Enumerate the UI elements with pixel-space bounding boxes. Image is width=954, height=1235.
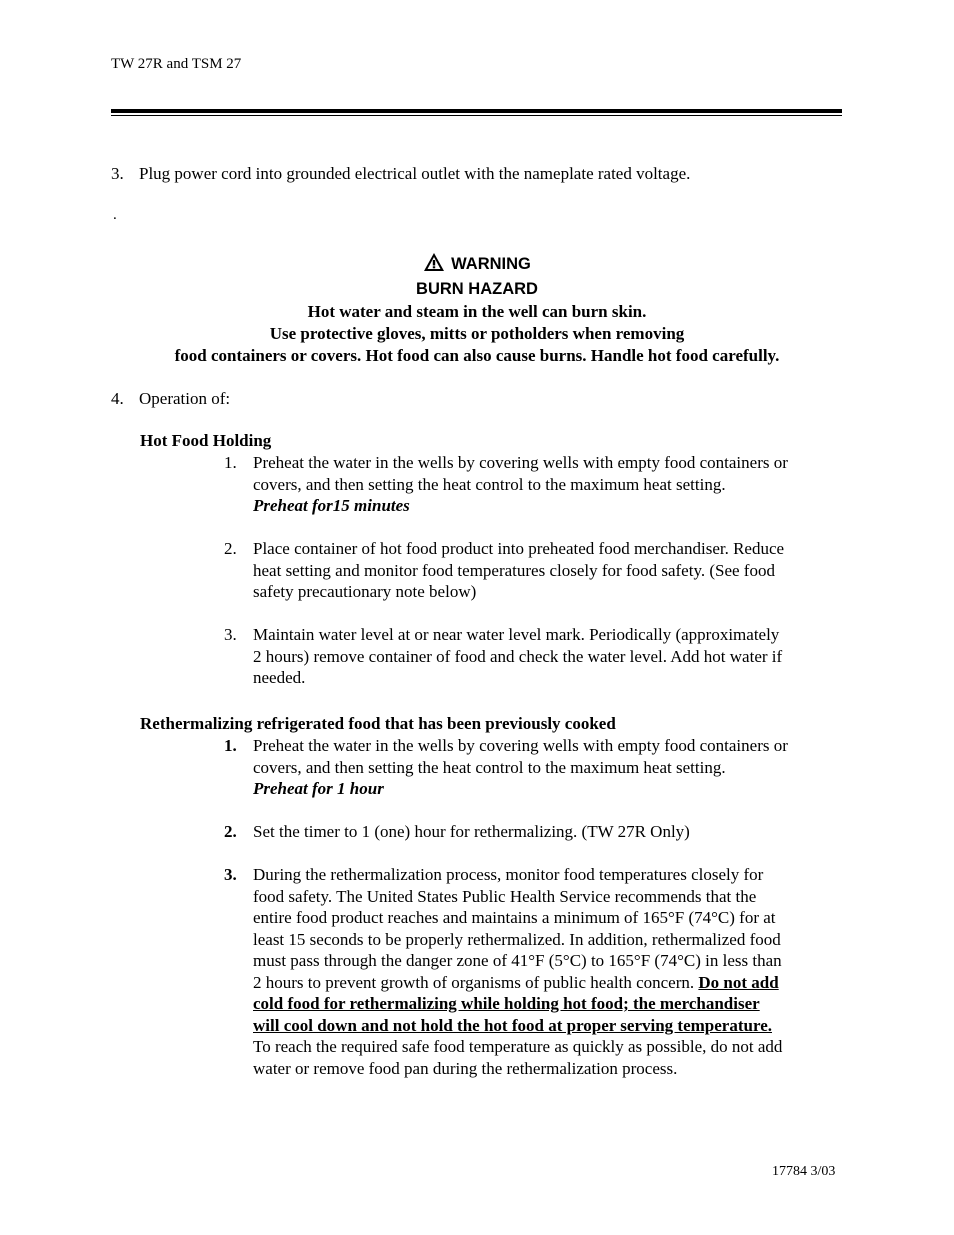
header-rule-thick <box>111 109 842 113</box>
step-4 <box>111 388 230 410</box>
warning-title-row <box>0 252 954 277</box>
warning-line-1: Hot water and steam in the well can burn skin. <box>307 302 647 321</box>
step-4-number: 4. <box>111 389 124 408</box>
warning-line-3: food containers or covers. Hot food can also cause burns. Handle hot food carefully. <box>174 346 780 365</box>
preheat-note: Preheat for15 minutes <box>253 496 410 515</box>
cold-food-warning-cont-1: cold food for rethermalizing while holding hot food; the merchandiser <box>253 994 760 1013</box>
preheat-note: Preheat for 1 hour <box>253 779 384 798</box>
hot-food-item-2: 2. Place container of hot food product into preheated food merchandiser. Reduce heat setting and monitor food temperatures closely for food safety. (See food safety precautionary note below) <box>224 539 785 601</box>
hot-food-item-3: 3. Maintain water level at or near water level mark. Periodically (approximately 2 hours) remove container of food and check the water level. Add hot water if needed. <box>224 625 783 687</box>
step-4-text: Operation of: <box>139 389 231 408</box>
warning-title: WARNING <box>451 255 531 273</box>
page-header: TW 27R and TSM 27 <box>111 56 242 72</box>
stray-dot: . <box>113 207 117 223</box>
warning-subtitle: BURN HAZARD <box>416 280 538 298</box>
cold-food-warning-cont-2: will cool down and not hold the hot food at proper serving temperature. <box>253 1015 772 1035</box>
hot-food-item-1: 1. Preheat the water in the wells by covering wells with empty food containers or covers, and then setting the heat control to the maximum heat setting. Preheat for15 minutes <box>224 452 854 517</box>
cold-food-warning: Do not add <box>698 972 779 992</box>
document-code: 17784 3/03 <box>772 1164 836 1179</box>
step-3-number: 3. <box>111 164 124 183</box>
retherm-item-3: 3. During the rethermalization process, monitor food temperatures closely for food safety. The United States Public Health Service recommends that the entire food product reaches and maintains a minimum of 165°F (74°C) for at least 15 seconds to be properly rethermalized. In addition, rethermalized food must pass through the danger zone of 41°F (5°C) to 165°F (74°C) in less than 2 hours to prevent growth of organisms of public health concern. Do not add cold food for rethermalizing while holding hot food; the merchandiser will cool down and not hold the hot food at proper serving temperature. To reach the required safe food temperature as quickly as possible, do not add water or remove food pan during the rethermalization process. <box>224 864 854 1079</box>
hot-food-heading: Hot Food Holding <box>140 431 272 450</box>
header-rule-thin <box>111 115 842 116</box>
step-3 <box>111 163 690 185</box>
retherm-heading: Rethermalizing refrigerated food that has been previously cooked <box>140 714 616 733</box>
warning-triangle-icon <box>423 252 445 277</box>
warning-line-2: Use protective gloves, mitts or potholders when removing <box>269 324 685 343</box>
step-3-text: Plug power cord into grounded electrical outlet with the nameplate rated voltage. <box>139 164 691 183</box>
retherm-item-2: 2. Set the timer to 1 (one) hour for rethermalizing. (TW 27R Only) <box>224 822 690 841</box>
retherm-item-1: 1. Preheat the water in the wells by covering wells with empty food containers or covers, and then setting the heat control to the maximum heat setting. Preheat for 1 hour <box>224 735 854 800</box>
line-with-warning-start: 2 hours to prevent growth of organisms of public health concern. Do not add <box>253 972 779 992</box>
